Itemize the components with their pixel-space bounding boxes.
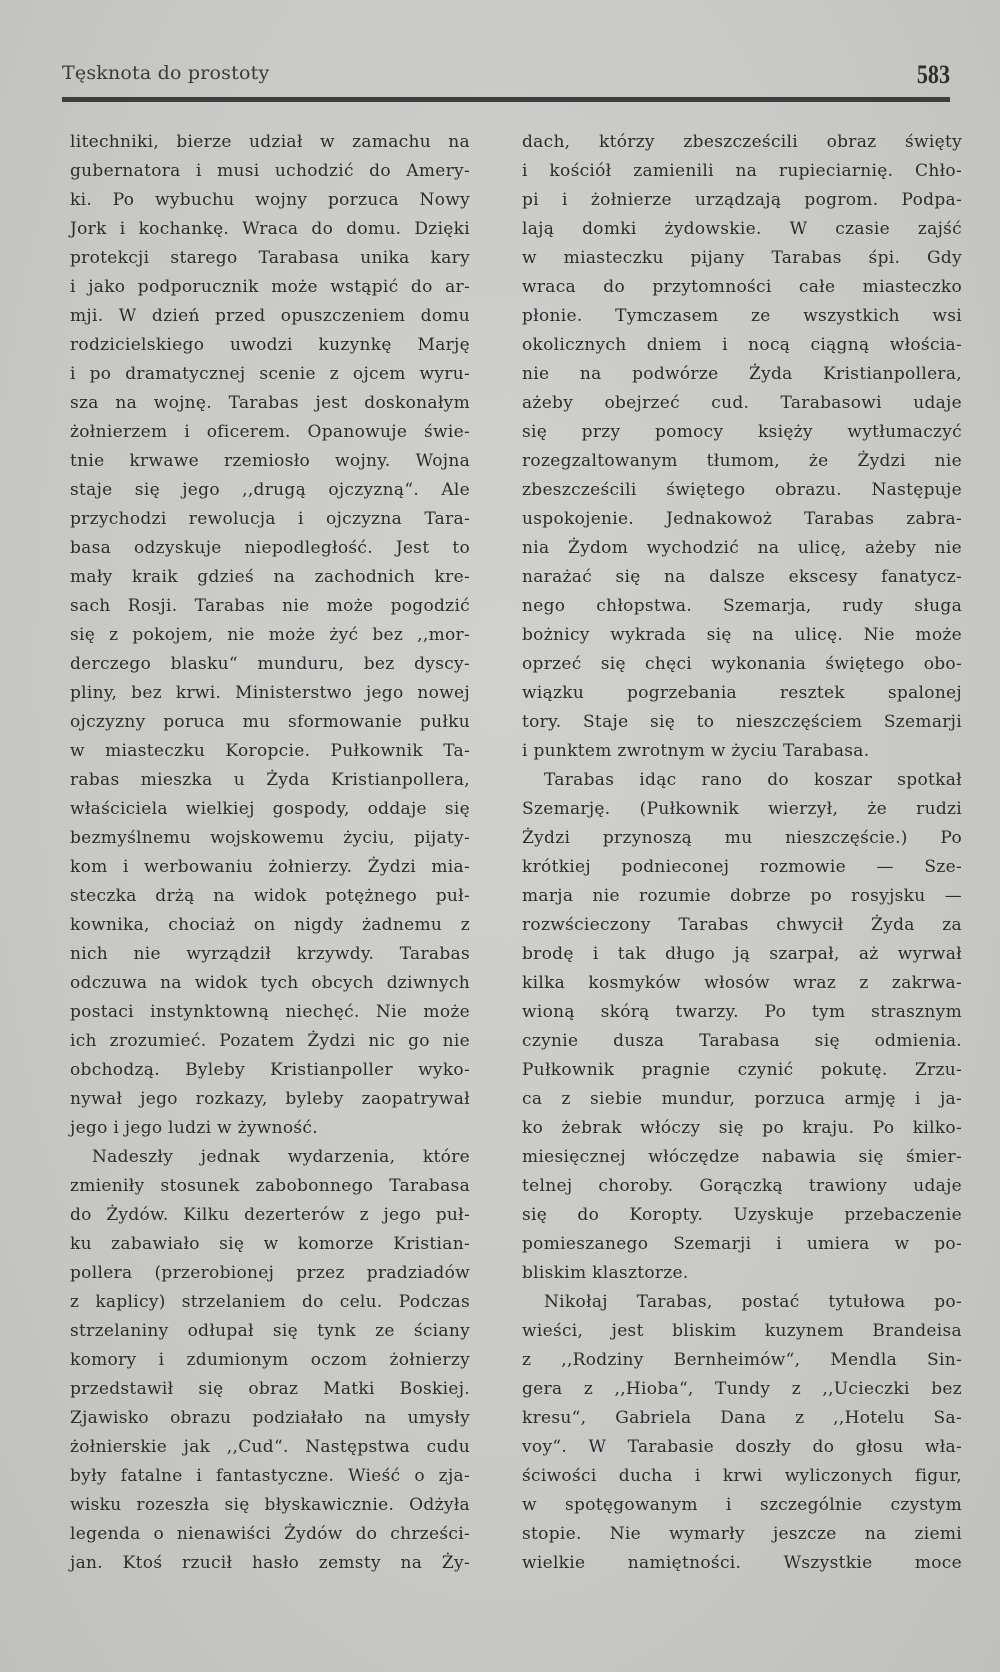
text-line: basa odzyskuje niepodległość. Jest to	[70, 538, 470, 558]
text-line: pomieszanego Szemarji i umiera w po-	[522, 1234, 962, 1254]
text-line: staje się jego ,,drugą ojczyzną“. Ale	[70, 480, 470, 500]
text-line: się przy pomocy księży wytłumaczyć	[522, 422, 962, 442]
text-line: tory. Staje się to nieszczęściem Szemarji	[522, 712, 962, 732]
text-line: były fatalne i fantastyczne. Wieść o zja-	[70, 1466, 470, 1486]
text-line: Zjawisko obrazu podziałało na umysły	[70, 1408, 470, 1428]
page-header	[62, 60, 950, 100]
text-line: zmieniły stosunek zabobonnego Tarabasa	[70, 1176, 470, 1196]
text-line: czynie dusza Tarabasa się odmienia.	[522, 1031, 962, 1051]
text-line: żołnierzem i oficerem. Opanowuje świe-	[70, 422, 470, 442]
text-line: derczego blasku“ munduru, bez dyscy-	[70, 654, 470, 674]
text-line: ku zabawiało się w komorze Kristian-	[70, 1234, 470, 1254]
text-line: kilka kosmyków włosów wraz z zakrwa-	[522, 973, 962, 993]
text-line: gera z ,,Hioba“, Tundy z ,,Ucieczki bez	[522, 1379, 962, 1399]
text-line: komory i zdumionym oczom żołnierzy	[70, 1350, 470, 1370]
text-line: lają domki żydowskie. W czasie zajść	[522, 219, 962, 239]
text-line: krótkiej podnieconej rozmowie — Sze-	[522, 857, 962, 877]
text-line: przedstawił się obraz Matki Boskiej.	[70, 1379, 470, 1399]
text-line: zbeszcześcili świętego obrazu. Następuje	[522, 480, 962, 500]
text-line: odczuwa na widok tych obcych dziwnych	[70, 973, 470, 993]
page-number: 583	[916, 60, 950, 89]
text-line: dach, którzy zbeszcześcili obraz święty	[522, 132, 962, 152]
text-line: ściwości ducha i krwi wyliczonych figur,	[522, 1466, 962, 1486]
text-line: jego i jego ludzi w żywność.	[70, 1118, 318, 1138]
text-line: i po dramatycznej scenie z ojcem wyru-	[70, 364, 470, 384]
text-line: z ,,Rodziny Bernheimów“, Mendla Sin-	[522, 1350, 962, 1370]
text-line: legenda o nienawiści Żydów do chrześci-	[70, 1524, 470, 1544]
text-line: brodę i tak długo ją szarpał, aż wyrwał	[522, 944, 962, 964]
text-line: oprzeć się chęci wykonania świętego obo-	[522, 654, 962, 674]
text-line: pliny, bez krwi. Ministerstwo jego nowej	[70, 683, 470, 703]
text-line: okolicznych dniem i nocą ciągną włościa-	[522, 335, 962, 355]
text-line: do Żydów. Kilku dezerterów z jego puł-	[70, 1205, 470, 1225]
text-line: rodzicielskiego uwodzi kuzynkę Marję	[70, 335, 470, 355]
text-line: nich nie wyrządził krzywdy. Tarabas	[70, 944, 470, 964]
text-line: obchodzą. Byleby Kristianpoller wyko-	[70, 1060, 470, 1080]
text-line: wisku rozeszła się błyskawicznie. Odżyła	[70, 1495, 470, 1515]
text-line: ażeby obejrzeć cud. Tarabasowi udaje	[522, 393, 962, 413]
text-line: sza na wojnę. Tarabas jest doskonałym	[70, 393, 470, 413]
text-line: narażać się na dalsze ekscesy fanatycz-	[522, 567, 962, 587]
text-line: jan. Ktoś rzucił hasło zemsty na Ży-	[70, 1553, 470, 1573]
text-line: strzelaniny odłupał się tynk ze ściany	[70, 1321, 470, 1341]
text-line: Tarabas idąc rano do koszar spotkał	[544, 770, 962, 790]
right-column	[522, 128, 962, 1578]
text-line: przychodzi rewolucja i ojczyzna Tara-	[70, 509, 470, 529]
text-line: wielkie namiętności. Wszystkie moce	[522, 1553, 962, 1573]
text-line: marja nie rozumie dobrze po rosyjsku —	[522, 886, 962, 906]
text-line: ca z siebie mundur, porzuca armję i ja-	[522, 1089, 962, 1109]
text-line: właściciela wielkiej gospody, oddaje się	[70, 799, 470, 819]
text-line: się do Koropty. Uzyskuje przebaczenie	[522, 1205, 962, 1225]
text-line: voy“. W Tarabasie doszły do głosu wła-	[522, 1437, 962, 1457]
text-line: steczka drżą na widok potężnego puł-	[70, 886, 470, 906]
text-line: ich zrozumieć. Pozatem Żydzi nic go nie	[70, 1031, 470, 1051]
text-line: ojczyzny poruca mu sformowanie pułku	[70, 712, 470, 732]
text-line: kom i werbowaniu żołnierzy. Żydzi mia-	[70, 857, 470, 877]
text-line: i jako podporucznik może wstąpić do ar-	[70, 277, 470, 297]
text-line: i kościół zamienili na rupieciarnię. Chło-	[522, 161, 962, 181]
text-line: pollera (przerobionej przez pradziadów	[70, 1263, 470, 1283]
text-line: rabas mieszka u Żyda Kristianpollera,	[70, 770, 470, 790]
text-line: telnej choroby. Gorączką trawiony udaje	[522, 1176, 962, 1196]
text-line: sach Rosji. Tarabas nie może pogodzić	[70, 596, 470, 616]
text-line: nywał jego rozkazy, byleby zaopatrywał	[70, 1089, 470, 1109]
running-title: Tęsknota do prostoty	[62, 62, 270, 84]
text-line: wiązku pogrzebania resztek spalonej	[522, 683, 962, 703]
text-line: bliskim klasztorze.	[522, 1263, 689, 1283]
text-line: żołnierskie jak ,,Cud“. Następstwa cudu	[70, 1437, 470, 1457]
text-line: protekcji starego Tarabasa unika kary	[70, 248, 470, 268]
text-line: rozegzaltowanym tłumom, że Żydzi nie	[522, 451, 962, 471]
text-line: bezmyślnemu wojskowemu życiu, pijaty-	[70, 828, 470, 848]
text-line: nego chłopstwa. Szemarja, rudy sługa	[522, 596, 962, 616]
text-line: gubernatora i musi uchodzić do Amery-	[70, 161, 470, 181]
text-line: wioną skórą twarzy. Po tym strasznym	[522, 1002, 962, 1022]
text-line: kownika, chociaż on nigdy żadnemu z	[70, 915, 470, 935]
text-line: w miasteczku Koropcie. Pułkownik Ta-	[70, 741, 470, 761]
text-line: Szemarję. (Pułkownik wierzył, że rudzi	[522, 799, 962, 819]
text-line: stopie. Nie wymarły jeszcze na ziemi	[522, 1524, 962, 1544]
text-line: mały kraik gdzieś na zachodnich kre-	[70, 567, 470, 587]
text-line: nie na podwórze Żyda Kristianpollera,	[522, 364, 962, 384]
text-line: Nadeszły jednak wydarzenia, które	[92, 1147, 470, 1167]
text-line: wraca do przytomności całe miasteczko	[522, 277, 962, 297]
text-line: Jork i kochankę. Wraca do domu. Dzięki	[70, 219, 470, 239]
text-line: Pułkownik pragnie czynić pokutę. Zrzu-	[522, 1060, 962, 1080]
text-line: z kaplicy) strzelaniem do celu. Podczas	[70, 1292, 470, 1312]
text-line: uspokojenie. Jednakowoż Tarabas zabra-	[522, 509, 962, 529]
text-line: miesięcznej włóczędze nabawia się śmier-	[522, 1147, 962, 1167]
text-line: bożnicy wykrada się na ulicę. Nie może	[522, 625, 962, 645]
text-line: wieści, jest bliskim kuzynem Brandeisa	[522, 1321, 962, 1341]
text-line: postaci instynktowną niechęć. Nie może	[70, 1002, 470, 1022]
text-line: nia Żydom wychodzić na ulicę, ażeby nie	[522, 538, 962, 558]
text-line: rozwścieczony Tarabas chwycił Żyda za	[522, 915, 962, 935]
text-line: litechniki, bierze udział w zamachu na	[70, 132, 470, 152]
text-line: ki. Po wybuchu wojny porzuca Nowy	[70, 190, 470, 210]
text-line: Żydzi przynoszą mu nieszczęście.) Po	[522, 828, 962, 848]
text-line: i punktem zwrotnym w życiu Tarabasa.	[522, 741, 870, 761]
text-line: w miasteczku pijany Tarabas śpi. Gdy	[522, 248, 962, 268]
text-line: kresu“, Gabriela Dana z ,,Hotelu Sa-	[522, 1408, 962, 1428]
left-column	[70, 128, 470, 1578]
text-line: Nikołaj Tarabas, postać tytułowa po-	[544, 1292, 962, 1312]
text-line: pi i żołnierze urządzają pogrom. Podpa-	[522, 190, 962, 210]
header-rule	[62, 97, 950, 102]
text-line: mji. W dzień przed opuszczeniem domu	[70, 306, 470, 326]
text-line: płonie. Tymczasem ze wszystkich wsi	[522, 306, 962, 326]
text-line: się z pokojem, nie może żyć bez ,,mor-	[70, 625, 470, 645]
text-line: ko żebrak włóczy się po kraju. Po kilko-	[522, 1118, 962, 1138]
text-line: tnie krwawe rzemiosło wojny. Wojna	[70, 451, 470, 471]
text-line: w spotęgowanym i szczególnie czystym	[522, 1495, 962, 1515]
